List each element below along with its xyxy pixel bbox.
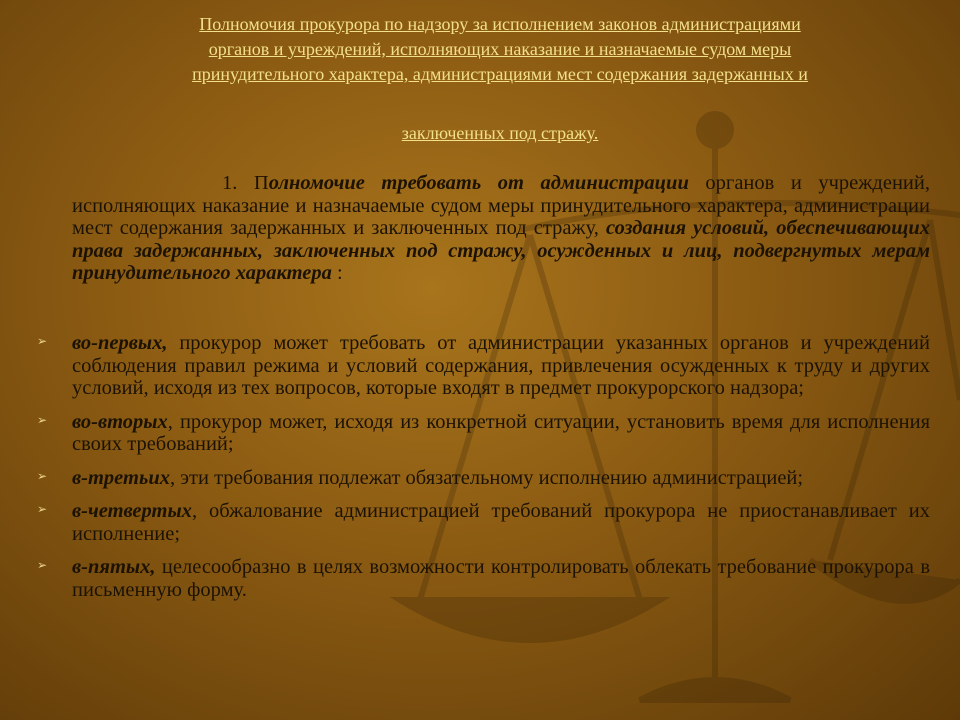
- bullet-arrow-icon: ➢: [37, 412, 48, 427]
- title-line: Полномочия прокурора по надзору за исполнением законов администрациями: [199, 14, 801, 34]
- list-item: [0, 556, 930, 601]
- bullet-arrow-icon: ➢: [37, 334, 48, 348]
- title-line: заключенных под стражу.: [401, 123, 599, 143]
- bullet-text: прокурор может требовать от администрации указанных органов и учреждений соблюдения правил режима и условий содержания, привлечения осужденных к труду и других условий, исходя из тех вопросов, которые входят в предмет прокурорского надзора;: [72, 332, 930, 399]
- intro-text: органов и учреждений, исполняющих наказание и назначаемые судом меры принудительного характера, администрации мест содержания задержанных и заключенных под стражу,: [72, 172, 930, 239]
- list-item: [0, 467, 930, 490]
- intro-emphasis: олномочие требовать от администрации: [268, 172, 689, 194]
- bullet-arrow-icon: ➢: [37, 468, 48, 483]
- title-line: принудительного характера, администрациями мест содержания задержанных и: [192, 64, 808, 84]
- list-item: [0, 411, 930, 456]
- bullet-lead: в-четвертых: [72, 500, 192, 522]
- bullet-text: целесообразно в целях возможности контролировать облекать требование прокурора в письменную форму.: [72, 556, 930, 601]
- intro-emphasis: создания условий, обеспечивающих права задержанных, заключенных под стражу, осужденных и лиц, подвергнутых мерам принудительного характера: [72, 217, 930, 284]
- bullet-lead: в-пятых,: [72, 556, 156, 578]
- bullet-text: , обжалование администрацией требований прокурора не приостанавливает их исполнение;: [72, 500, 930, 545]
- list-item: [0, 500, 930, 545]
- bullet-text: , прокурор может, исходя из конкретной ситуации, установить время для исполнения своих требований;: [72, 410, 930, 455]
- bullet-lead: во-первых,: [72, 332, 168, 354]
- list-item: [0, 332, 930, 400]
- bullet-text: , эти требования подлежат обязательному исполнению администрацией;: [169, 466, 804, 489]
- bullet-arrow-icon: ➢: [37, 502, 48, 516]
- title-line: органов и учреждений, исполняющих наказание и назначаемые судом меры: [208, 39, 792, 59]
- item-number: 1. П: [222, 172, 269, 194]
- slide-title: [80, 12, 920, 146]
- bullet-list: [0, 332, 930, 612]
- bullet-arrow-icon: ➢: [37, 558, 48, 572]
- bullet-lead: в-третьих: [72, 466, 170, 489]
- intro-paragraph: [72, 172, 930, 285]
- bullet-lead: во-вторых: [72, 410, 168, 433]
- intro-text: :: [331, 262, 343, 284]
